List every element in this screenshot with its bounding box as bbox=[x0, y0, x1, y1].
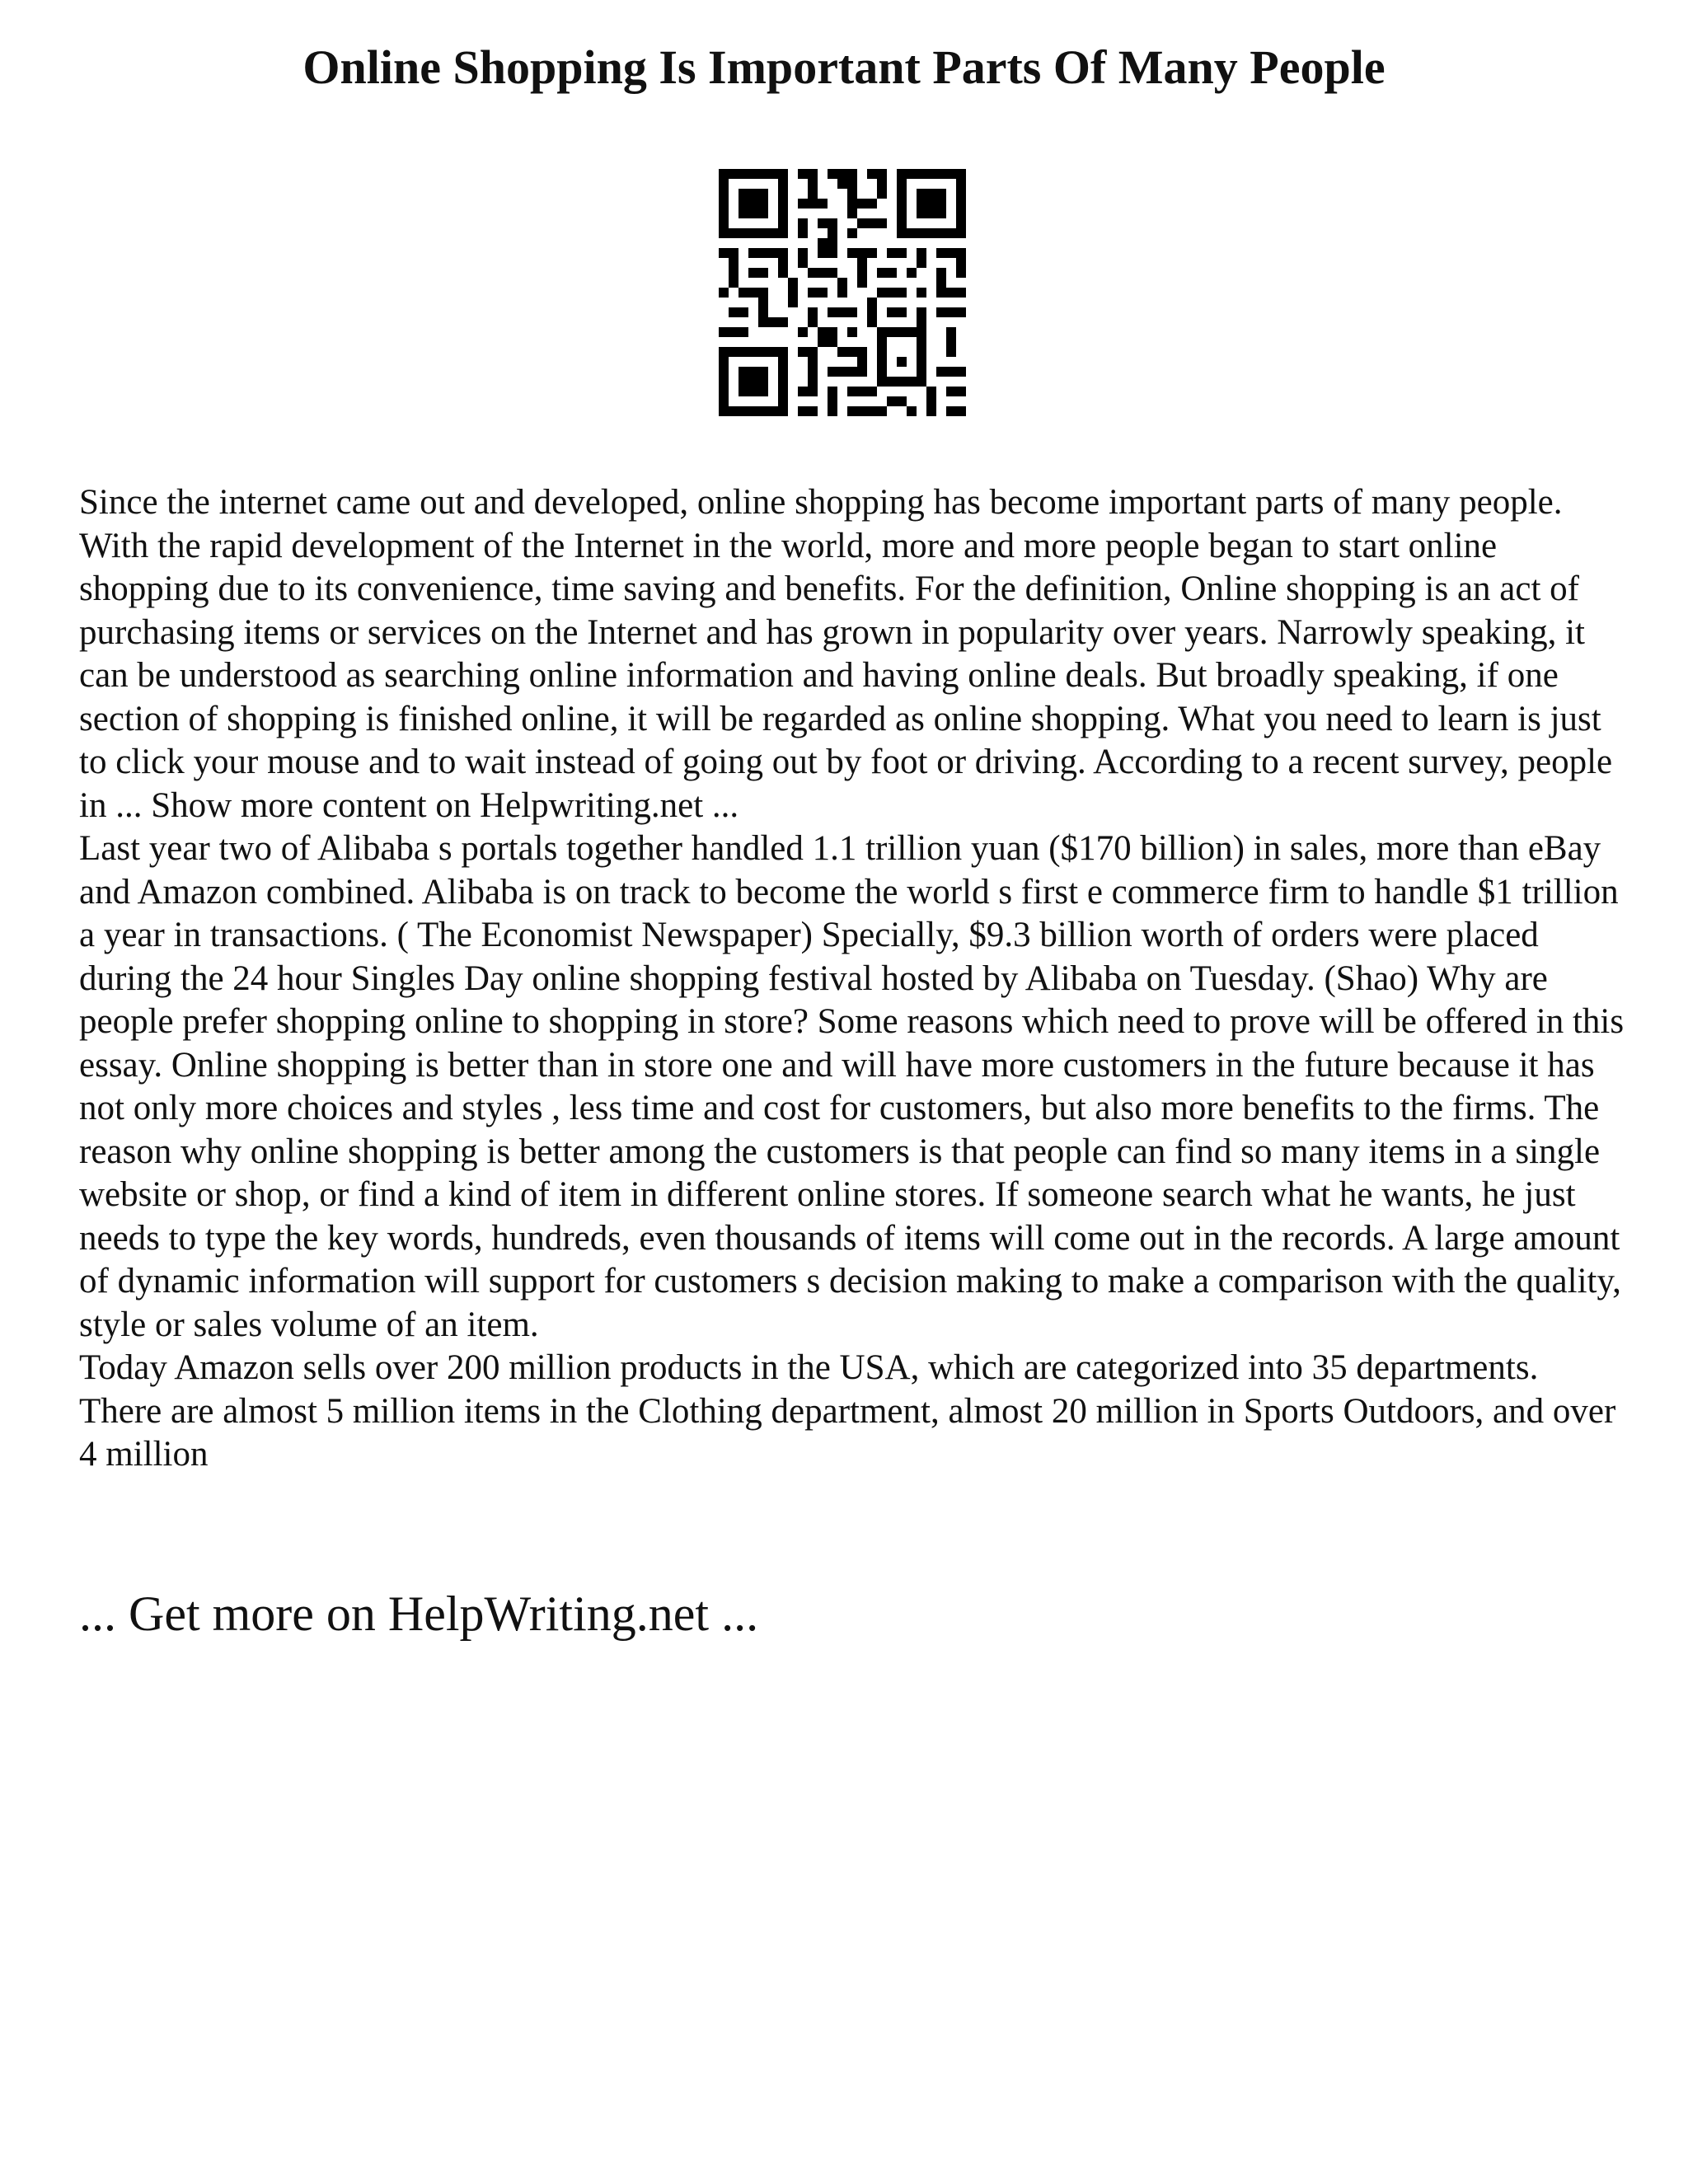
qr-code-icon bbox=[719, 169, 966, 416]
qr-code bbox=[719, 169, 966, 416]
get-more-link[interactable]: ... Get more on HelpWriting.net ... bbox=[79, 1586, 759, 1641]
page-title: Online Shopping Is Important Parts Of Many People bbox=[302, 40, 1386, 94]
essay-paragraph-1: Since the internet came out and developed, online shopping has become important parts of many people. With the rapid development of the Internet in the world, more and more people began to start online shopping due to its convenience, time saving and benefits. For the definition, Online shopping is an act of purchasing items or services on the Internet and has grown in popularity over years. Narrowly speaking, it can be understood as searching online information and having online deals. But broadly speaking, if one section of shopping is finished online, it will be regarded as online shopping. What you need to learn is just to click your mouse and to wait instead of going out by foot or driving. According to a recent survey, people in ... Show more content on Helpwriting.net ... bbox=[79, 483, 1613, 825]
essay-paragraph-3: Today Amazon sells over 200 million products in the USA, which are categorized into 35 departments. There are almost 5 million items in the Clothing department, almost 20 million in Sports Outdoors, and over 4 million bbox=[79, 1348, 1616, 1474]
essay-body bbox=[79, 481, 1629, 1477]
essay-paragraph-2: Last year two of Alibaba s portals together handled 1.1 trillion yuan ($170 billion) in sales, more than eBay and Amazon combined. Alibaba is on track to become the world s first e commerce firm to handle $1 trillion a year in transactions. ( The Economist Newspaper) Specially, $9.3 billion worth of orders were placed during the 24 hour Singles Day online shopping festival hosted by Alibaba on Tuesday. (Shao) Why are people prefer shopping online to shopping in store? Some reasons which need to prove will be offered in this essay. Online shopping is better than in store one and will have more customers in the future because it has not only more choices and styles , less time and cost for customers, but also more benefits to the firms. The reason why online shopping is better among the customers is that people can find so many items in a single website or shop, or find a kind of item in different online stores. If someone search what he wants, he just needs to type the key words, hundreds, even thousands of items will come out in the records. A large amount of dynamic information will support for customers s decision making to make a comparison with the quality, style or sales volume of an item. bbox=[79, 829, 1625, 1344]
